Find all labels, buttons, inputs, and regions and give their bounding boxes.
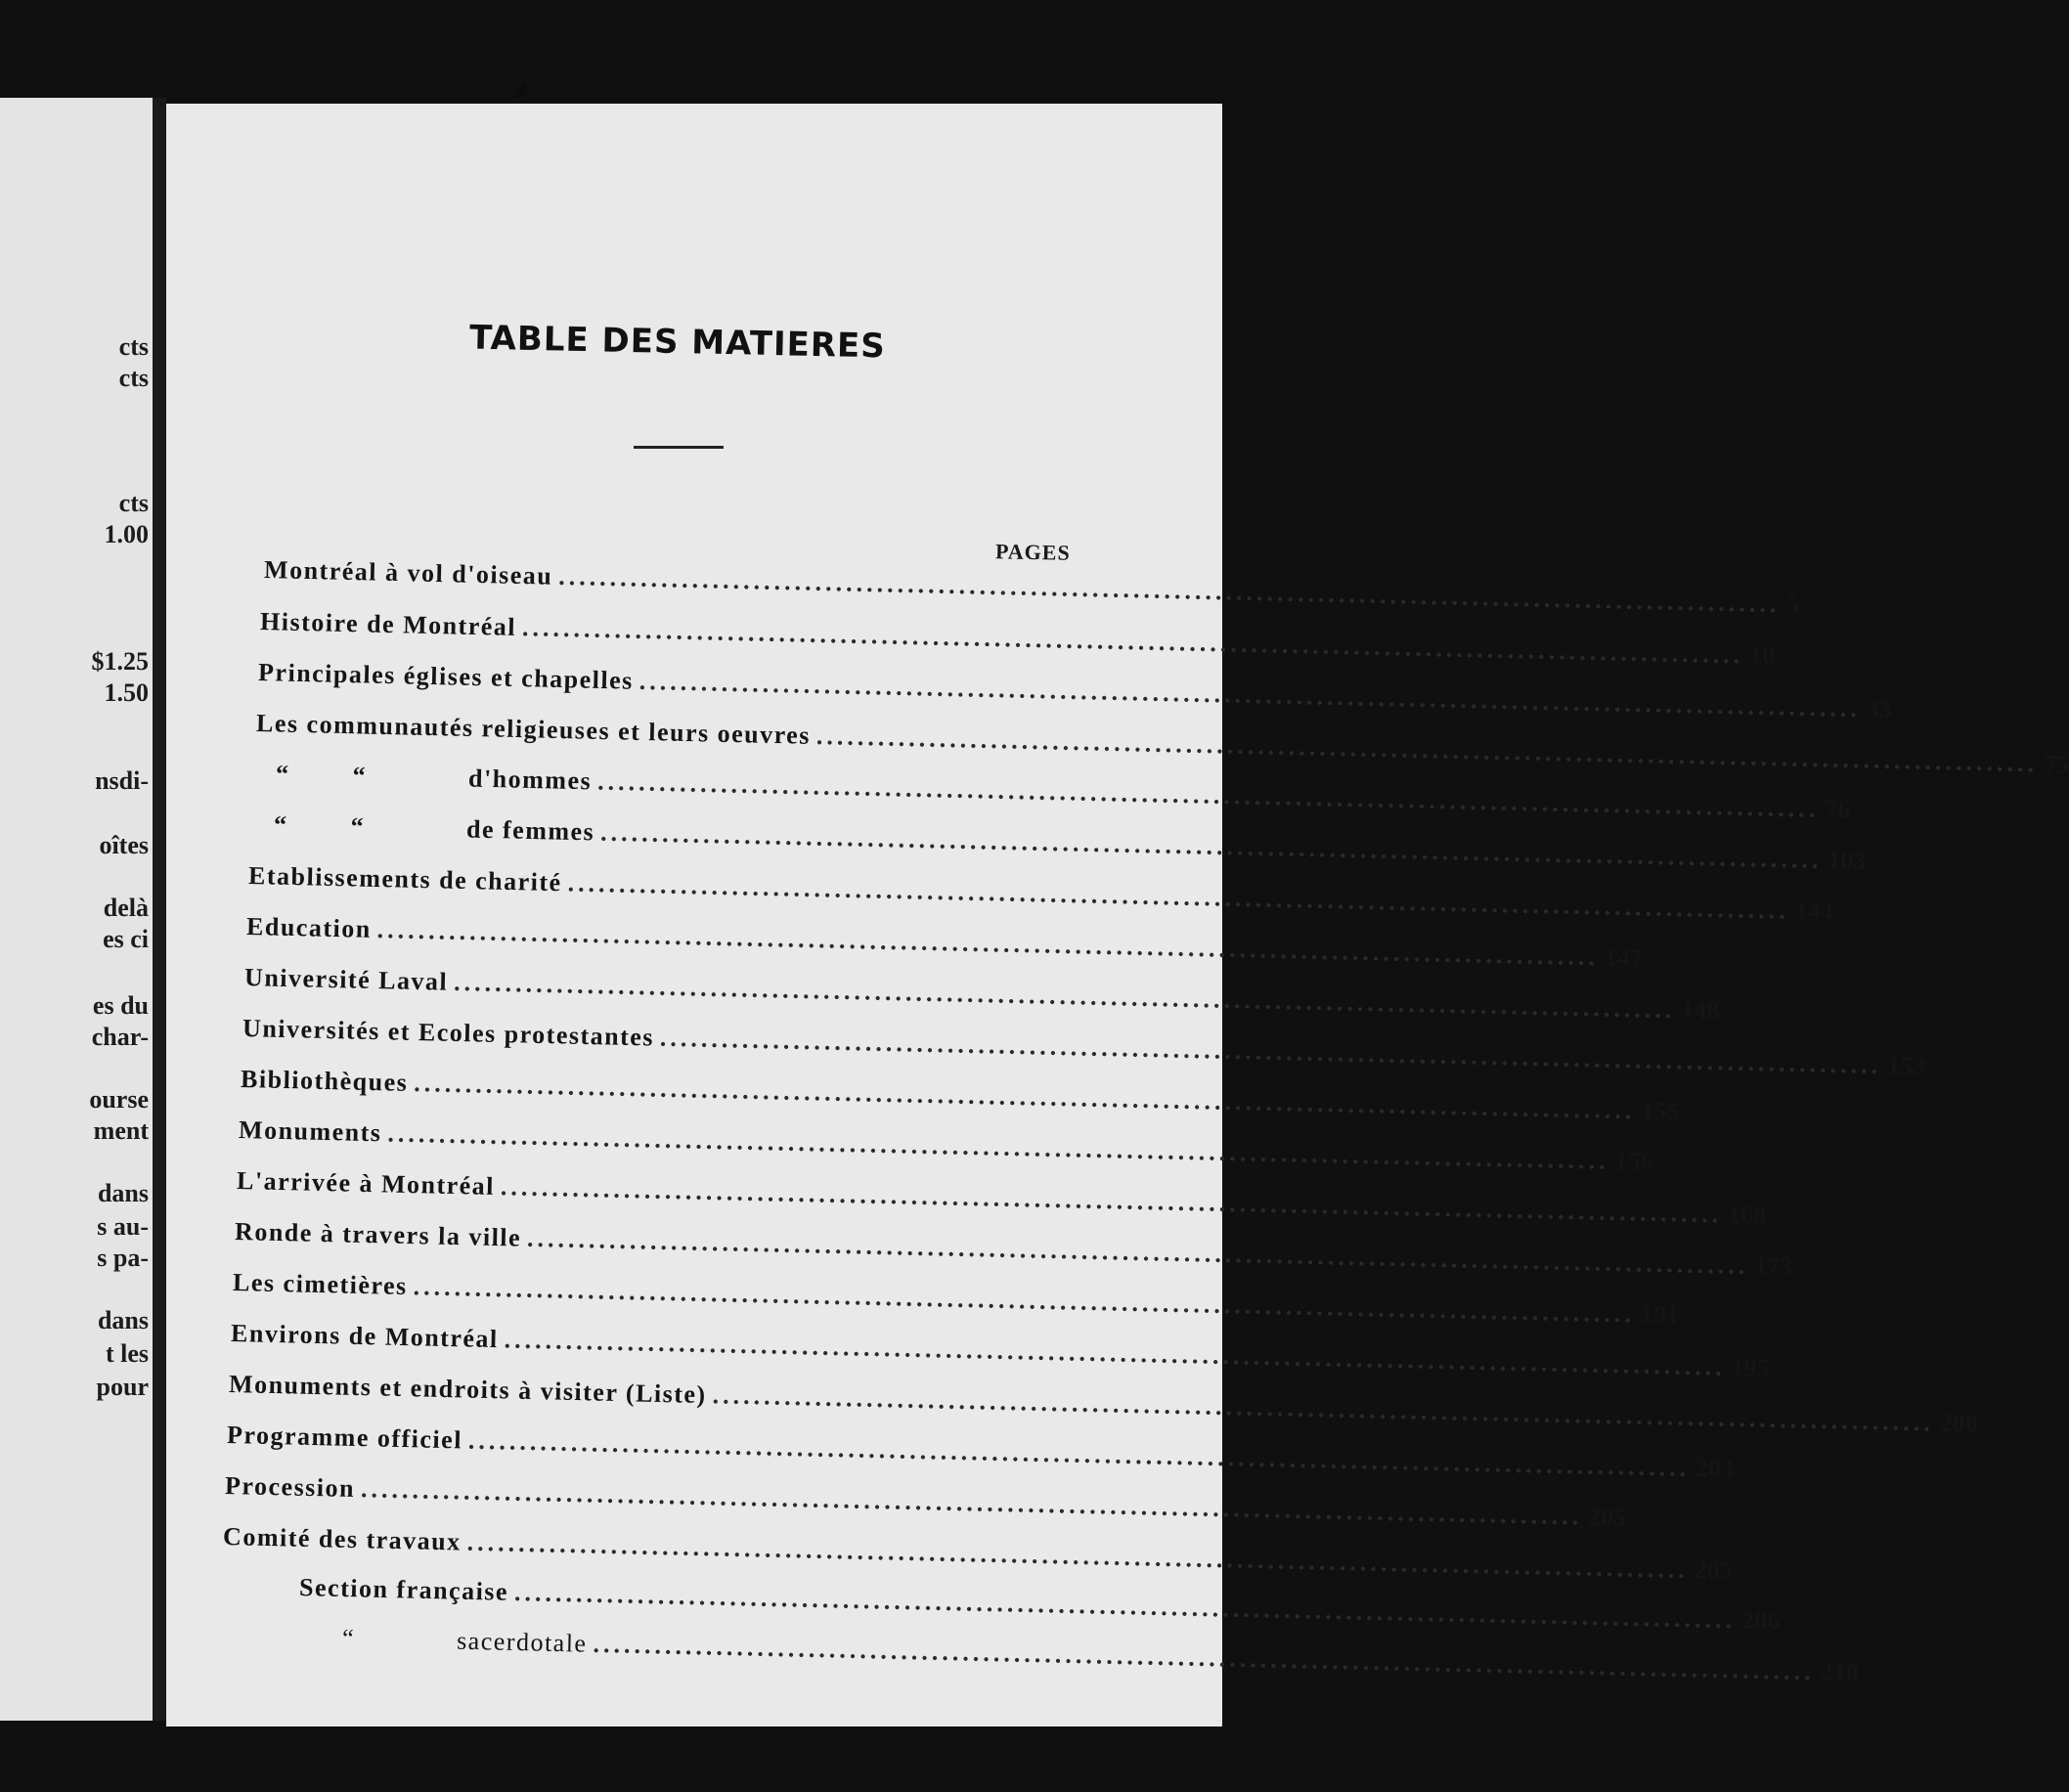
leader-dots: .......................................................................................................................	[360, 1474, 1583, 1531]
toc-entry	[236, 1166, 1767, 1230]
left-page-text: cts	[118, 364, 149, 392]
leader-dots: .......................................................................................................................	[500, 1172, 1723, 1229]
toc-entry	[275, 760, 1851, 824]
left-page-text: $1.25	[91, 647, 149, 676]
toc-entry	[298, 1573, 1781, 1636]
leader-dots: .......................................................................................................................	[504, 1325, 1727, 1381]
toc-entry-page: 147	[1604, 942, 1644, 973]
left-page-text: es du	[92, 991, 149, 1020]
left-page-text: ourse	[89, 1085, 149, 1114]
leader-dots: .......................................................................................................................	[521, 613, 1744, 670]
toc-entry-label: Les communautés religieuses et leurs oeuvres	[255, 709, 812, 750]
toc-entry-page: 5	[1785, 590, 1799, 619]
toc-entry-label: Environs de Montréal	[230, 1319, 500, 1354]
leader-dots: .......................................................................................................................	[599, 817, 1823, 874]
toc-entry-page: 75	[2043, 749, 2069, 779]
toc-entry	[238, 1115, 1653, 1176]
right-page	[166, 104, 2069, 1726]
page-title: TABLE DES MATIERES	[468, 318, 887, 367]
left-page-text: 1.00	[104, 520, 149, 548]
leader-dots: .......................................................................................................................	[466, 1527, 1690, 1585]
toc-entry-label: Les cimetières	[232, 1268, 409, 1301]
toc-entry-label: Universités et Ecoles protestantes	[242, 1014, 655, 1052]
toc-entry-label: Procession	[224, 1471, 356, 1504]
leader-dots: .......................................................................................................................	[815, 721, 2039, 778]
left-page-text: s au-	[97, 1212, 149, 1241]
toc-entry-page: 210	[1820, 1657, 1860, 1687]
leader-dots: .......................................................................................................................	[557, 561, 1781, 619]
toc-entry-label: Ronde à travers la ville	[234, 1217, 522, 1252]
leader-dots: .......................................................................................................................	[659, 1023, 1882, 1080]
left-page-text: t les	[105, 1339, 149, 1368]
toc-entry-page: 205	[1587, 1502, 1627, 1532]
leader-dots: .......................................................................................................................	[567, 868, 1790, 925]
left-page-fragment	[0, 98, 156, 1721]
toc-entry-label: Programme officiel	[226, 1420, 463, 1455]
toc-entry-page: 191	[1640, 1299, 1680, 1330]
toc-entry	[240, 1065, 1680, 1126]
toc-entry-page: 148	[1681, 995, 1720, 1026]
left-page-text: delà	[103, 894, 149, 922]
left-page-text: pour	[96, 1373, 149, 1401]
toc-entry	[242, 1014, 1926, 1081]
leader-dots: .......................................................................................................................	[513, 1577, 1737, 1635]
toc-entry-label: “ “ de femmes	[273, 810, 595, 847]
toc-entry	[263, 555, 1799, 619]
left-page-text: cts	[118, 489, 149, 517]
toc-entry-page: 10	[1748, 640, 1776, 671]
toc-entry	[230, 1319, 1771, 1382]
leader-dots: .......................................................................................................................	[638, 666, 1862, 723]
left-page-text: es ci	[103, 925, 149, 953]
toc-entry-label: Principales églises et chapelles	[257, 658, 635, 695]
toc-entry-label: Histoire de Montréal	[259, 607, 517, 641]
toc-entry	[257, 658, 1893, 723]
toc-entry	[234, 1217, 1793, 1282]
toc-entry-page: 203	[1695, 1454, 1735, 1483]
toc-entry	[341, 1624, 1860, 1687]
toc-entry-page: 173	[1753, 1251, 1793, 1282]
toc-entry-label: Monuments et endroits à visiter (Liste)	[228, 1370, 707, 1410]
toc-entry-label: Université Laval	[243, 963, 449, 996]
toc-entry-label: L'arrivée à Montréal	[236, 1166, 496, 1201]
left-page-text: ment	[93, 1116, 149, 1145]
toc-entry-label: Comité des travaux	[222, 1522, 462, 1556]
leader-dots: .......................................................................................................................	[376, 915, 1600, 972]
book-spine	[153, 98, 166, 1721]
ink-speck	[513, 81, 530, 100]
toc-entry-page: 205	[1694, 1555, 1734, 1586]
leader-dots: .......................................................................................................................	[712, 1380, 1935, 1437]
toc-entry-page: 155	[1641, 1096, 1680, 1126]
left-page-text: cts	[118, 332, 149, 361]
toc-entry-page: 76	[1825, 794, 1851, 824]
leader-dots: .......................................................................................................................	[413, 1069, 1636, 1125]
toc-entry-label: “ sacerdotale	[341, 1624, 588, 1658]
toc-entry	[243, 963, 1720, 1026]
toc-entry-page: 206	[1740, 1605, 1781, 1636]
left-page-text: oîtes	[99, 831, 149, 859]
leader-dots: .......................................................................................................................	[413, 1272, 1636, 1329]
left-page-text: 1.50	[104, 678, 149, 707]
toc-entry-page: 200	[1939, 1408, 1979, 1438]
toc-entry-page: 33	[1866, 694, 1893, 723]
left-page-text: dans	[97, 1306, 149, 1334]
leader-dots: .......................................................................................................................	[387, 1118, 1609, 1175]
leader-dots: .......................................................................................................................	[526, 1223, 1749, 1281]
toc-entry-page: 195	[1731, 1352, 1771, 1382]
toc-entry-label: Education	[245, 912, 373, 943]
left-page-text: nsdi-	[95, 766, 149, 795]
toc-entry-label: Monuments	[238, 1115, 382, 1148]
toc-entry	[226, 1420, 1735, 1483]
leader-dots: .......................................................................................................................	[596, 766, 1820, 823]
toc-entry-page: 168	[1727, 1200, 1767, 1230]
toc-entry-label: Section française	[298, 1573, 509, 1606]
leader-dots: .......................................................................................................................	[467, 1425, 1691, 1482]
toc-entry-page: 153	[1886, 1051, 1926, 1081]
toc-entry	[273, 810, 1867, 875]
left-page-text: dans	[97, 1179, 149, 1207]
toc-entry	[222, 1522, 1734, 1586]
table-of-contents	[166, 104, 2069, 1726]
left-page-text: char-	[91, 1023, 149, 1051]
toc-entry-label: “ “ d'hommes	[275, 760, 593, 796]
toc-entry-label: Montréal à vol d'oiseau	[263, 555, 553, 590]
toc-entry-label: Etablissements de charité	[247, 861, 562, 897]
toc-entry-label: Bibliothèques	[240, 1065, 409, 1097]
toc-entry-page: 156	[1614, 1146, 1653, 1176]
toc-entry	[224, 1471, 1627, 1532]
pages-column-header: PAGES	[994, 539, 1071, 565]
toc-entry	[247, 861, 1834, 926]
toc-entry	[232, 1268, 1680, 1330]
toc-entry	[259, 607, 1776, 671]
leader-dots: .......................................................................................................................	[453, 967, 1676, 1025]
toc-entry-page: 103	[1827, 846, 1867, 875]
toc-entry-page: 144	[1794, 896, 1834, 926]
toc-entry	[245, 912, 1644, 973]
leader-dots: .......................................................................................................................	[593, 1629, 1816, 1686]
left-page-text: s pa-	[97, 1244, 149, 1272]
